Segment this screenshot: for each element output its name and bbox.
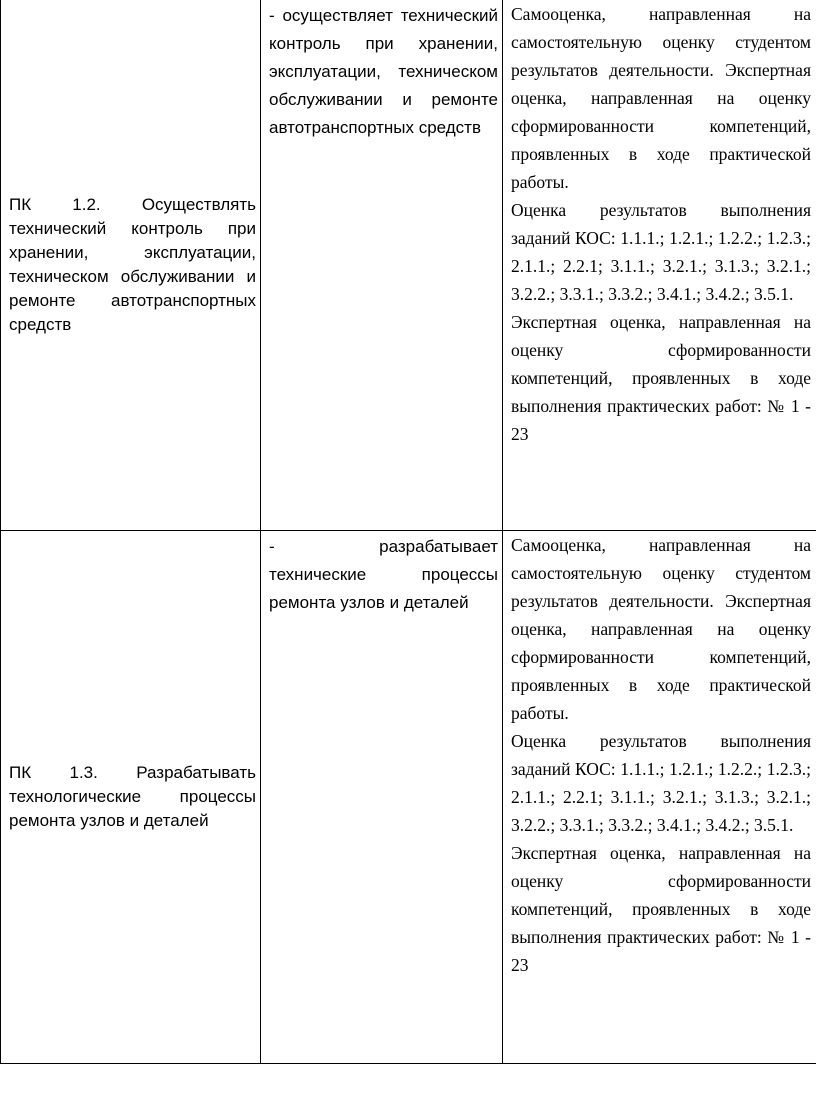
competency-cell: [1, 0, 261, 531]
evaluation-paragraph: Оценка результатов выполнения заданий КОС: 1.1.1.; 1.2.1.; 1.2.2.; 1.2.3.; 2.1.1.; 2.2.1; 3.1.1.; 3.2.1.; 3.1.3.; 3.2.1.; 3.2.2.; 3.3.1.; 3.3.2.; 3.4.1.; 3.4.2.; 3.5.1.: [511, 200, 811, 304]
result-cell: [261, 0, 503, 531]
table-row: [1, 531, 816, 1064]
evaluation-paragraph: Самооценка, направленная на самостоятельную оценку студентом результатов деятельности. Экспертная оценка, направленная на оценку сформированности компетенций, проявленных в ходе практической работы.: [511, 4, 811, 192]
evaluation-cell: [503, 0, 816, 531]
result-cell: [261, 531, 503, 1064]
competency-text: ПК 1.3. Разрабатывать технологические процессы ремонта узлов и деталей: [9, 763, 256, 830]
table-row: [1, 0, 816, 531]
competency-text: ПК 1.2. Осуществлять технический контроль при хранении, эксплуатации, техническом обслуживании и ремонте автотранспортных средств: [9, 195, 256, 334]
competency-cell: [1, 531, 261, 1064]
evaluation-text: [511, 0, 811, 448]
result-text: - осуществляет технический контроль при хранении, эксплуатации, техническом обслуживании и ремонте автотранспортных средств: [269, 6, 498, 137]
result-text: - разрабатывает технические процессы ремонта узлов и деталей: [269, 537, 498, 612]
evaluation-paragraph: Экспертная оценка, направленная на оценку сформированности компетенций, проявленных в ходе выполнения практических работ: № 1 - 23: [511, 312, 811, 444]
evaluation-paragraph: Экспертная оценка, направленная на оценку сформированности компетенций, проявленных в ходе выполнения практических работ: № 1 - 23: [511, 843, 811, 975]
evaluation-paragraph: Самооценка, направленная на самостоятельную оценку студентом результатов деятельности. Экспертная оценка, направленная на оценку сформированности компетенций, проявленных в ходе практической работы.: [511, 535, 811, 723]
evaluation-text: [511, 531, 811, 979]
evaluation-paragraph: Оценка результатов выполнения заданий КОС: 1.1.1.; 1.2.1.; 1.2.2.; 1.2.3.; 2.1.1.; 2.2.1; 3.1.1.; 3.2.1.; 3.1.3.; 3.2.1.; 3.2.2.; 3.3.1.; 3.3.2.; 3.4.1.; 3.4.2.; 3.5.1.: [511, 731, 811, 835]
evaluation-cell: [503, 531, 816, 1064]
